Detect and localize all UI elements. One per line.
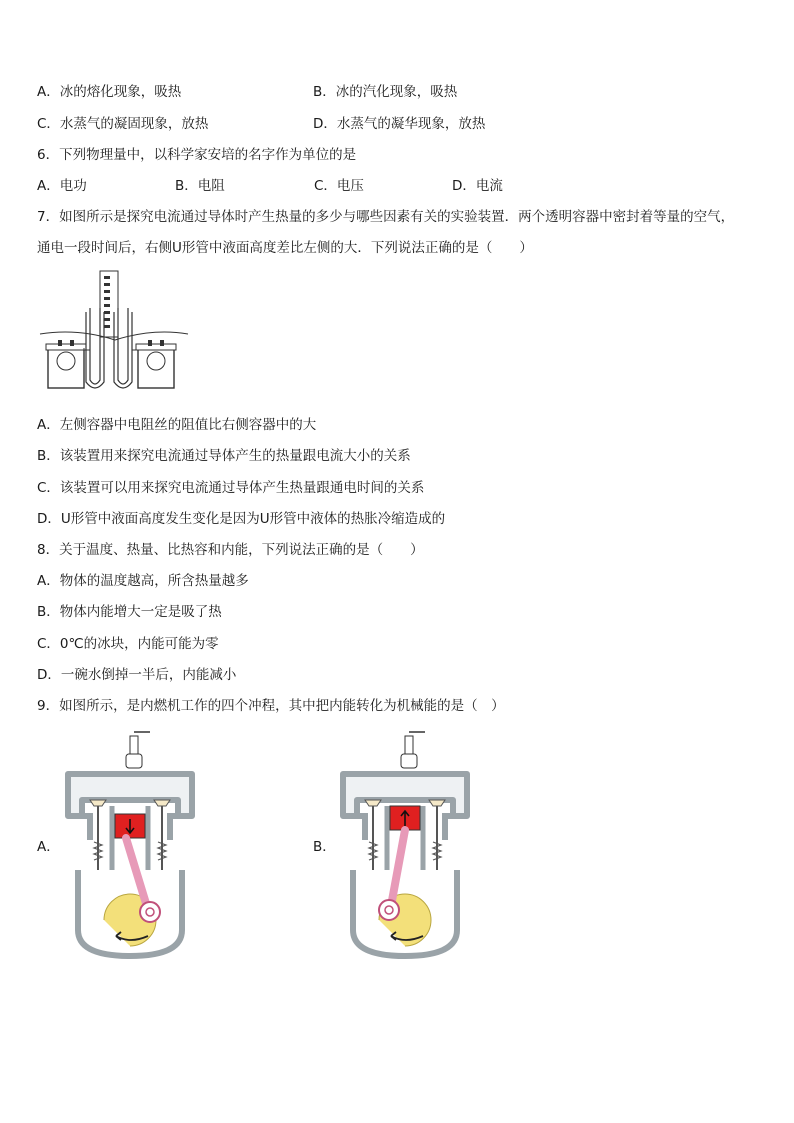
q8-option-c: C．0℃的冰块，内能可能为零 [37,636,219,652]
q7-option-b: B．该装置用来探究电流通过导体产生的热量跟电流大小的关系 [37,448,411,464]
q7-apparatus-figure [38,268,193,393]
q7-stem-line1: 7．如图所示是探究电流通过导体时产生热量的多少与哪些因素有关的实验装置．两个透明容器中密封着等量的空气， [37,209,735,225]
q6-stem: 6．下列物理量中，以科学家安培的名字作为单位的是 [37,147,357,163]
q9-stem: 9．如图所示，是内燃机工作的四个冲程，其中把内能转化为机械能的是（ ） [37,698,505,714]
q9-engine-figure-a [60,730,200,960]
q7-option-c: C．该装置可以用来探究电流通过导体产生热量跟通电时间的关系 [37,480,425,496]
q6-option-d: D．电流 [452,178,503,194]
q9-engine-figure-b [335,730,475,960]
q5-option-a: A．冰的熔化现象，吸热 [37,84,182,100]
q6-option-c: C．电压 [314,178,364,194]
q5-option-d: D．水蒸气的凝华现象，放热 [313,116,486,132]
q9-label-b: B． [313,839,336,855]
q8-stem: 8．关于温度、热量、比热容和内能，下列说法正确的是（ ） [37,542,424,558]
q8-option-b: B．物体内能增大一定是吸了热 [37,604,222,620]
q8-option-d: D．一碗水倒掉一半后，内能减小 [37,667,237,683]
q7-option-a: A．左侧容器中电阻丝的阻值比右侧容器中的大 [37,417,317,433]
q7-option-d: D．U形管中液面高度发生变化是因为U形管中液体的热胀冷缩造成的 [37,511,446,527]
q5-option-b: B．冰的汽化现象，吸热 [313,84,458,100]
q6-option-a: A．电功 [37,178,87,194]
q5-option-c: C．水蒸气的凝固现象，放热 [37,116,209,132]
q9-label-a: A． [37,839,60,855]
q8-option-a: A．物体的温度越高，所含热量越多 [37,573,249,589]
q6-option-b: B．电阻 [175,178,225,194]
q7-stem-line2: 通电一段时间后，右侧U形管中液面高度差比左侧的大．下列说法正确的是（ ） [37,240,533,256]
